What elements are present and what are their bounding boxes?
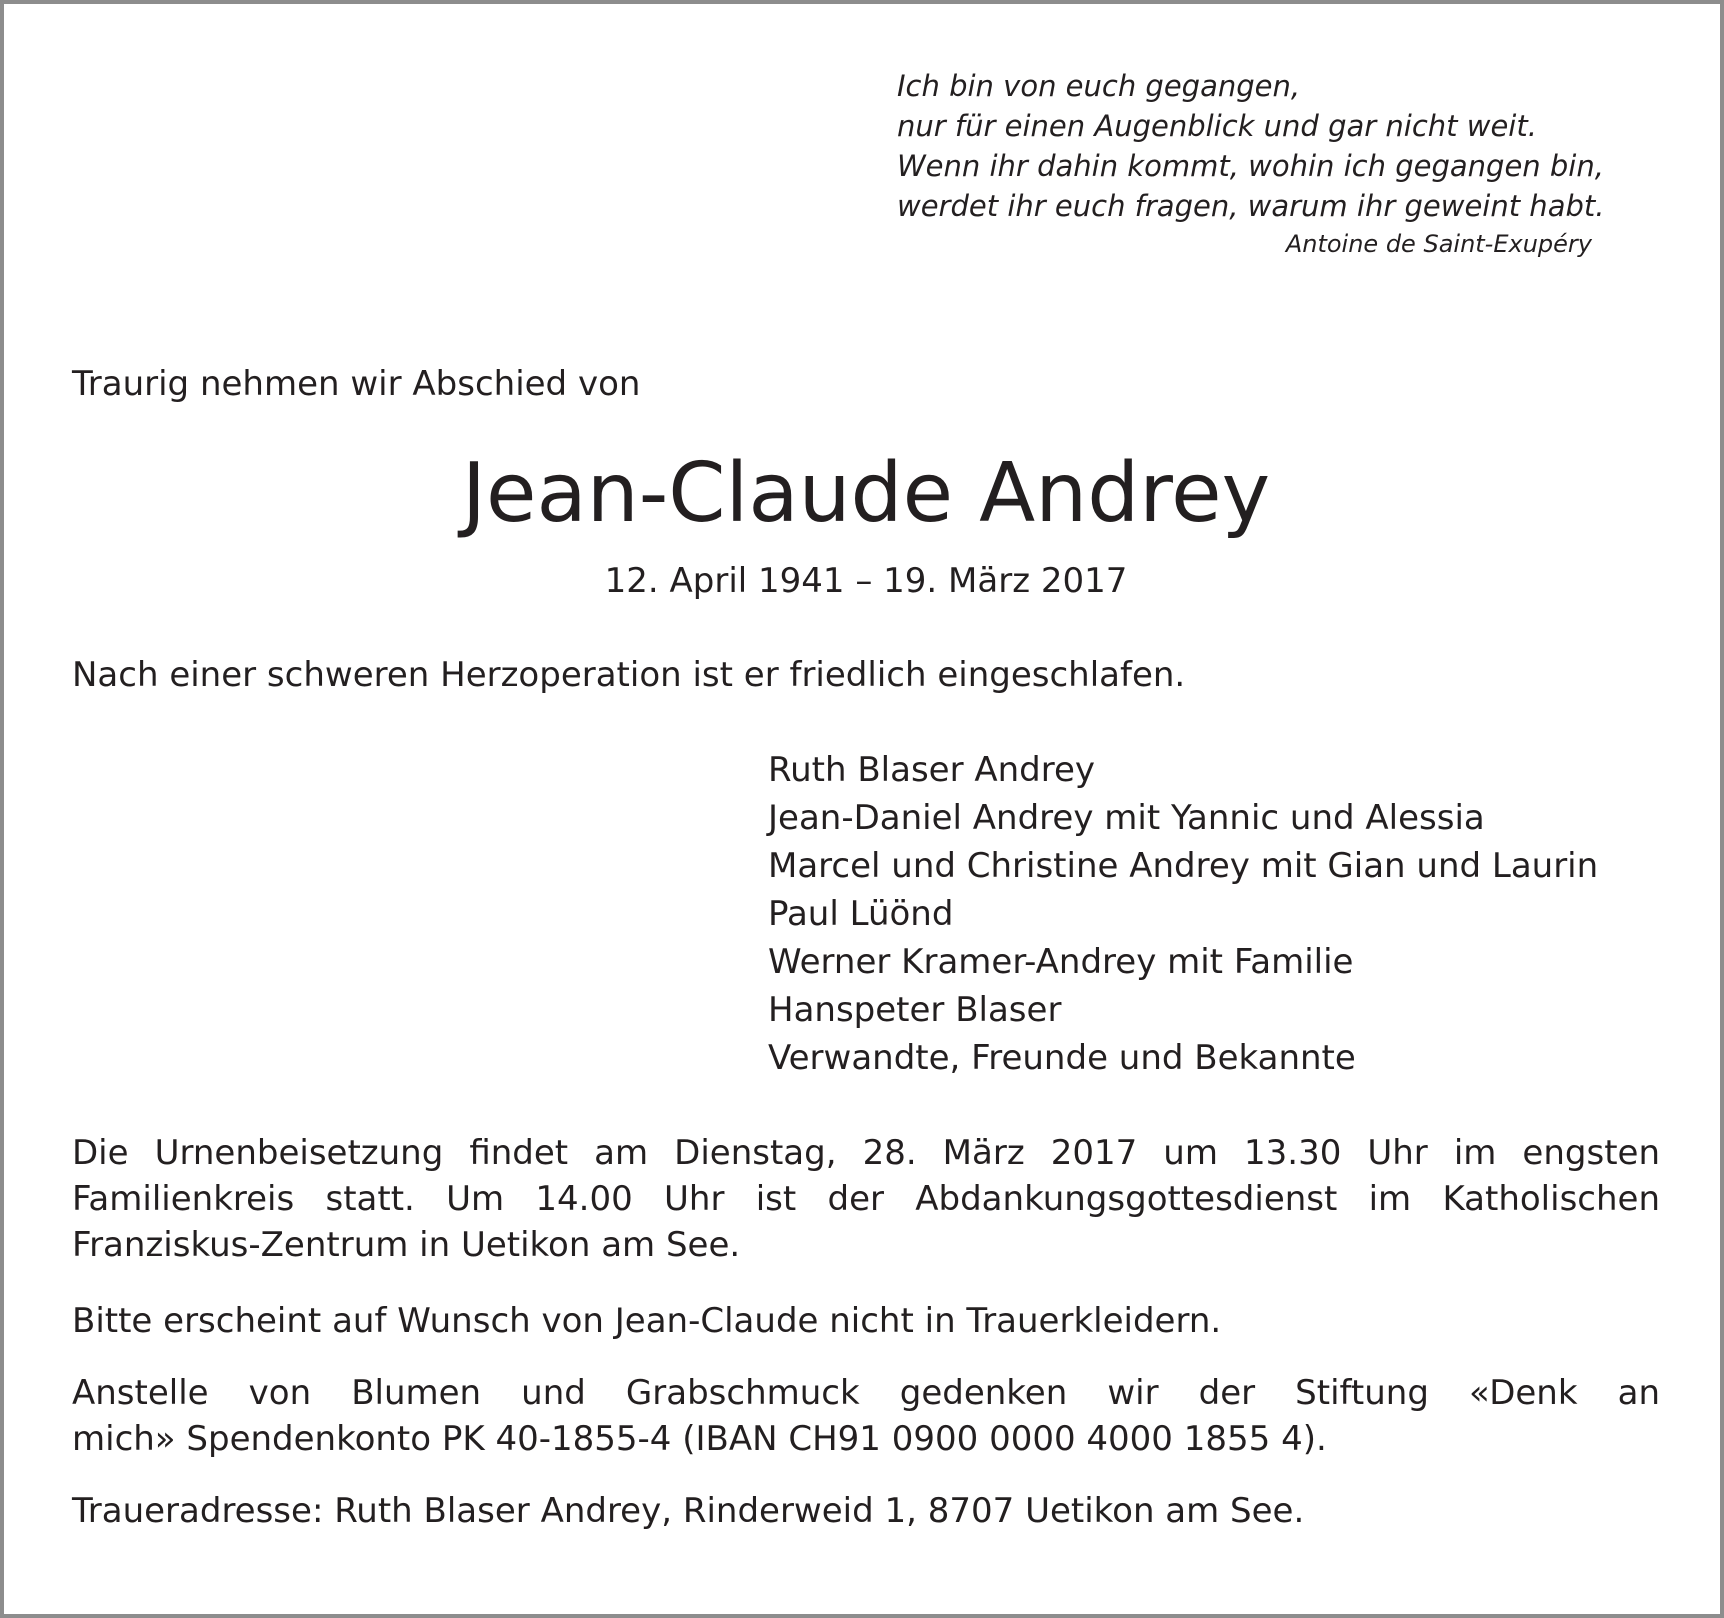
death-statement: Nach einer schweren Herzoperation ist er friedlich eingeschlafen. [72,655,1186,695]
donation-line: mich» Spendenkonto PK 40-1855-4 (IBAN CH91 0900 0000 4000 1855 4). [72,1419,1327,1459]
intro-text: Traurig nehmen wir Abschied von [72,364,641,404]
mourner-entry: Paul Lüönd [768,894,954,934]
mourning-address-text: Traueradresse: Ruth Blaser Andrey, Rinderweid 1, 8707 Uetikon am See. [72,1491,1305,1531]
service-line: Franziskus-Zentrum in Uetikon am See. [72,1225,741,1265]
mourner-entry: Werner Kramer-Andrey mit Familie [768,942,1354,982]
quote-line: werdet ihr euch fragen, warum ihr geweint habt. [897,189,1605,223]
deceased-name: Jean-Claude Andrey [461,446,1271,541]
quote-line: Ich bin von euch gegangen, [897,69,1301,103]
service-line: Die Urnenbeisetzung findet am Dienstag, 28. März 2017 um 13.30 Uhr im engsten [72,1133,1660,1173]
mourner-entry: Verwandte, Freunde und Bekannte [768,1038,1356,1078]
mourner-entry: Ruth Blaser Andrey [768,750,1096,790]
dress-request [72,1298,1660,1344]
epigraph-quote [897,66,1617,226]
mourner-entry: Jean-Daniel Andrey mit Yannic und Alessia [768,798,1485,838]
service-line: Familienkreis statt. Um 14.00 Uhr ist der Abdankungsgottesdienst im Katholischen [72,1179,1660,1219]
dress-request-text: Bitte erscheint auf Wunsch von Jean-Claude nicht in Trauerkleidern. [72,1301,1222,1341]
donation-info [72,1370,1660,1462]
donation-line: Anstelle von Blumen und Grabschmuck gedenken wir der Stiftung «Denk an [72,1373,1660,1413]
mourning-address [72,1488,1660,1534]
mourner-entry: Hanspeter Blaser [768,990,1062,1030]
quote-line: Wenn ihr dahin kommt, wohin ich gegangen bin, [897,149,1604,183]
mourners-list [768,746,1668,1082]
quote-line: nur für einen Augenblick und gar nicht weit. [897,109,1537,143]
mourner-entry: Marcel und Christine Andrey mit Gian und Laurin [768,846,1599,886]
quote-author: Antoine de Saint-Exupéry [1285,230,1592,258]
service-details [72,1130,1660,1268]
life-dates: 12. April 1941 – 19. März 2017 [604,561,1128,601]
